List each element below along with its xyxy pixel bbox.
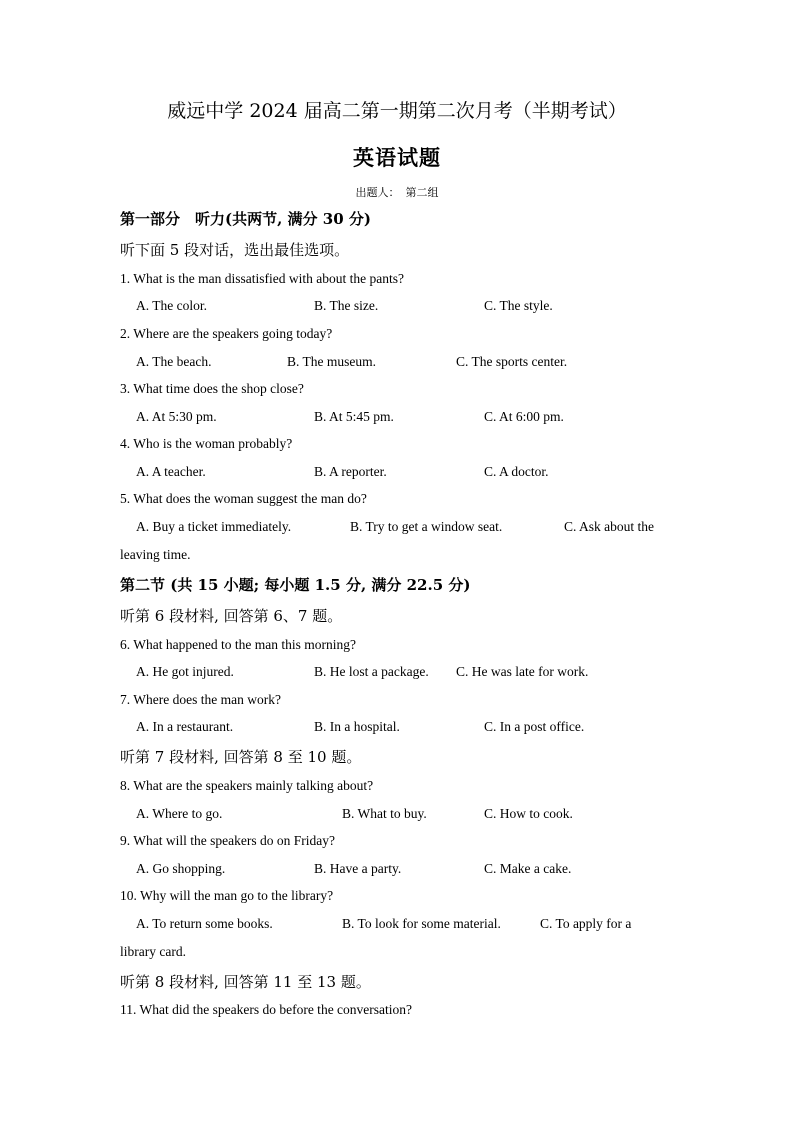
question-3: 3. What time does the shop close? — [120, 381, 304, 396]
q8-option-a: A. Where to go. — [136, 806, 223, 821]
part1-heading: 第一部分 听力(共两节, 满分 30 分) — [120, 210, 371, 228]
q1-option-a: A. The color. — [136, 298, 207, 313]
question-10: 10. Why will the man go to the library? — [120, 888, 334, 903]
q8-option-c: C. How to cook. — [484, 806, 573, 821]
q2-option-b: B. The museum. — [287, 354, 376, 369]
question-8: 8. What are the speakers mainly talking about? — [120, 778, 374, 793]
q6-option-a: A. He got injured. — [136, 664, 234, 679]
question-7: 7. Where does the man work? — [120, 692, 281, 707]
q3-option-a: A. At 5:30 pm. — [136, 409, 217, 424]
q10-option-c: C. To apply for a — [540, 916, 632, 931]
question-2: 2. Where are the speakers going today? — [120, 326, 333, 341]
q6-option-b: B. He lost a package. — [314, 664, 429, 679]
q10-option-b: B. To look for some material. — [342, 916, 501, 931]
q10-option-c-continued: library card. — [120, 944, 186, 959]
q5-option-b: B. Try to get a window seat. — [350, 519, 503, 534]
q8-option-b: B. What to buy. — [342, 806, 427, 821]
part1-instruction: 听下面 5 段对话，选出最佳选项。 — [120, 241, 350, 259]
exam-title: 威远中学 2024 届高二第一期第二次月考（半期考试） — [167, 100, 627, 122]
q3-option-c: C. At 6:00 pm. — [484, 409, 564, 424]
q9-option-a: A. Go shopping. — [136, 861, 226, 876]
q7-option-c: C. In a post office. — [484, 719, 585, 734]
q6-option-c: C. He was late for work. — [456, 664, 589, 679]
question-6: 6. What happened to the man this morning? — [120, 637, 356, 652]
q2-option-c: C. The sports center. — [456, 354, 568, 369]
q2-option-a: A. The beach. — [136, 354, 212, 369]
setter-value: 第二组 — [405, 186, 439, 199]
question-1: 1. What is the man dissatisfied with about the pants? — [120, 271, 404, 286]
part2-instruction-8: 听第 8 段材料, 回答第 11 至 13 题。 — [120, 973, 371, 991]
question-9: 9. What will the speakers do on Friday? — [120, 833, 335, 848]
question-5: 5. What does the woman suggest the man do? — [120, 491, 367, 506]
q1-option-b: B. The size. — [314, 298, 379, 313]
setter-label: 出题人： — [355, 186, 400, 199]
q7-option-b: B. In a hospital. — [314, 719, 400, 734]
q9-option-b: B. Have a party. — [314, 861, 402, 876]
part2-heading: 第二节 (共 15 小题; 每小题 1.5 分, 满分 22.5 分) — [120, 576, 471, 594]
q4-option-c: C. A doctor. — [484, 464, 549, 479]
q5-option-c: C. Ask about the — [564, 519, 654, 534]
part2-instruction-7: 听第 7 段材料, 回答第 8 至 10 题。 — [120, 748, 362, 766]
q4-option-a: A. A teacher. — [136, 464, 206, 479]
question-11: 11. What did the speakers do before the conversation? — [120, 1002, 413, 1017]
q9-option-c: C. Make a cake. — [484, 861, 572, 876]
question-setter — [0, 184, 794, 200]
part2-instruction-6: 听第 6 段材料, 回答第 6、7 题。 — [120, 607, 343, 625]
q5-option-a: A. Buy a ticket immediately. — [136, 519, 292, 534]
question-4: 4. Who is the woman probably? — [120, 436, 293, 451]
q7-option-a: A. In a restaurant. — [136, 719, 234, 734]
q5-option-c-continued: leaving time. — [120, 547, 191, 562]
exam-subtitle: 英语试题 — [353, 145, 441, 170]
q4-option-b: B. A reporter. — [314, 464, 387, 479]
q1-option-c: C. The style. — [484, 298, 553, 313]
q10-option-a: A. To return some books. — [136, 916, 273, 931]
q3-option-b: B. At 5:45 pm. — [314, 409, 394, 424]
